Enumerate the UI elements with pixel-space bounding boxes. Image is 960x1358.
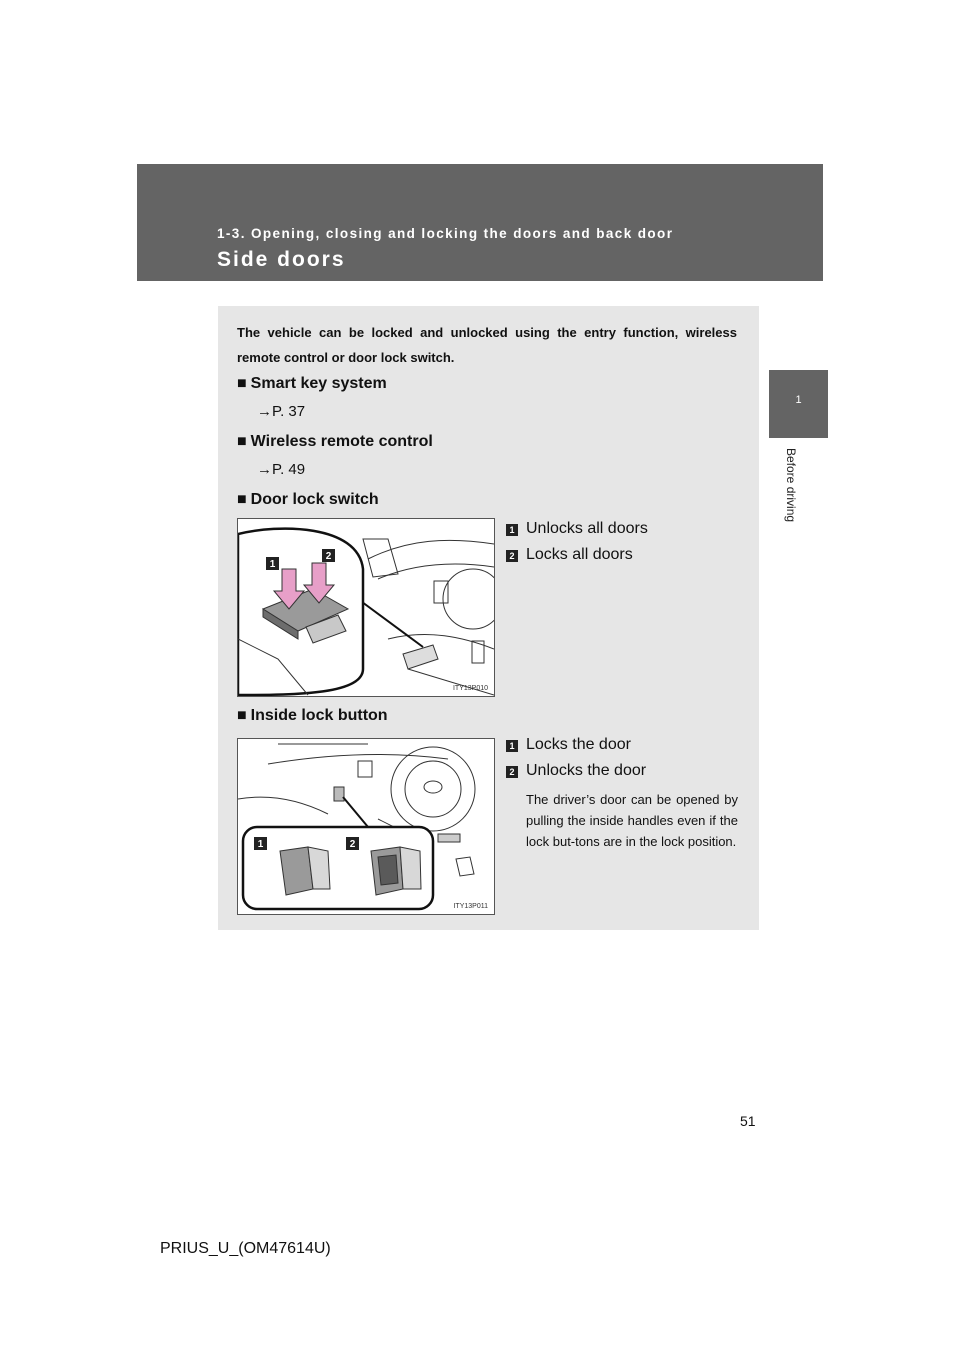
callout-1-label: 1 bbox=[269, 559, 276, 570]
heading-smart-key-system bbox=[237, 375, 387, 393]
callout-2-label: 2 bbox=[349, 839, 356, 850]
page-number: 51 bbox=[740, 1113, 756, 1129]
door-lock-switch-illustration bbox=[237, 518, 495, 697]
legend-number-2: 2 bbox=[506, 766, 518, 778]
page-title: Side doors bbox=[217, 248, 346, 271]
chapter-tab-label: Before driving bbox=[784, 448, 798, 523]
figure-code: ITY13P010 bbox=[452, 685, 488, 692]
intro-text: The vehicle can be locked and unlocked using the entry function, wireless remote control or door lock switch. bbox=[237, 325, 737, 365]
inside-lock-button-drawing bbox=[238, 739, 494, 914]
callout-2-label: 2 bbox=[325, 551, 332, 562]
legend-text: Unlocks the door bbox=[526, 762, 647, 779]
heading-wireless-remote-control bbox=[237, 433, 433, 451]
legend-text: Locks all doors bbox=[526, 546, 633, 563]
legend-number-1: 1 bbox=[506, 740, 518, 752]
legend-number-1: 1 bbox=[506, 524, 518, 536]
figure-code: ITY13P011 bbox=[453, 903, 488, 910]
heading-text: Smart key system bbox=[250, 375, 387, 392]
legend-number-2: 2 bbox=[506, 550, 518, 562]
page-reference-link[interactable]: →P. 37 bbox=[257, 403, 306, 420]
chapter-tab-number: 1 bbox=[795, 394, 802, 406]
note-text: The driver’s door can be opened by pulling the inside handles even if the lock but-tons are in the lock position. bbox=[526, 792, 738, 849]
bullet-square: ■ bbox=[237, 707, 247, 724]
inside-lock-button-illustration bbox=[237, 738, 495, 915]
bullet-square: ■ bbox=[237, 491, 247, 508]
door-lock-switch-drawing bbox=[238, 519, 494, 696]
chapter-tab bbox=[769, 370, 828, 438]
bullet-square: ■ bbox=[237, 433, 247, 450]
heading-door-lock-switch bbox=[237, 491, 379, 509]
manual-code: PRIUS_U_(OM47614U) bbox=[160, 1240, 331, 1257]
bullet-square: ■ bbox=[237, 375, 247, 392]
page-reference-link[interactable]: →P. 49 bbox=[257, 461, 306, 478]
heading-text: Wireless remote control bbox=[250, 433, 433, 450]
heading-inside-lock-button bbox=[237, 707, 388, 725]
chapter-header bbox=[137, 164, 823, 281]
legend-text: Unlocks all doors bbox=[526, 520, 648, 537]
heading-text: Inside lock button bbox=[250, 707, 388, 724]
heading-text: Door lock switch bbox=[250, 491, 379, 508]
legend-text: Locks the door bbox=[526, 736, 631, 753]
callout-1-label: 1 bbox=[257, 839, 264, 850]
section-label: 1-3. Opening, closing and locking the doors and back door bbox=[217, 226, 674, 241]
